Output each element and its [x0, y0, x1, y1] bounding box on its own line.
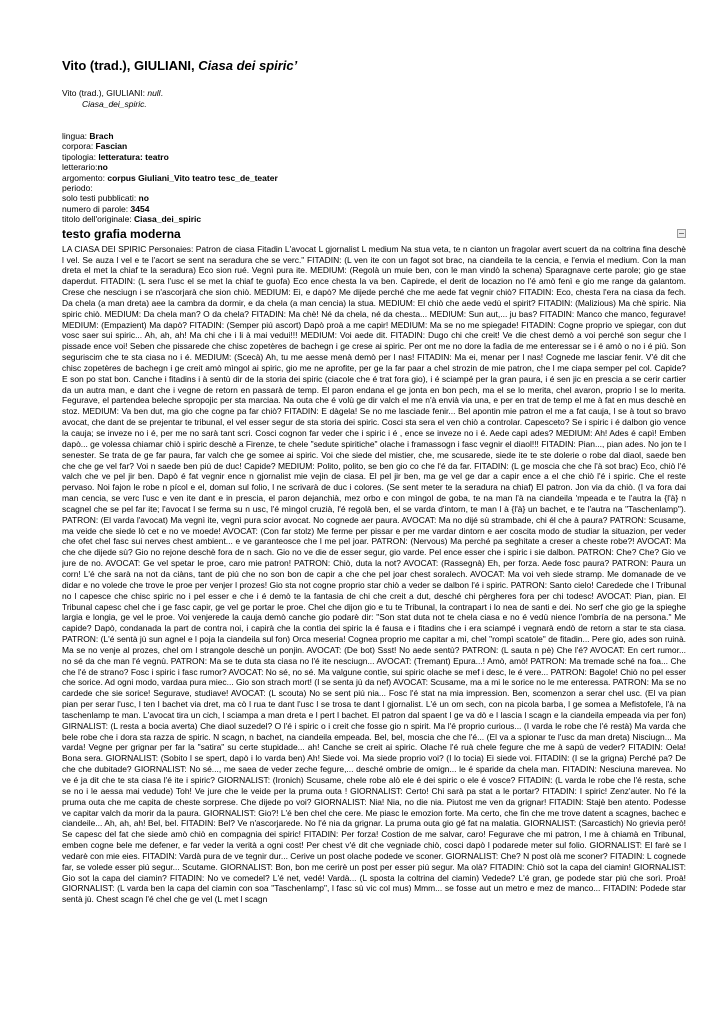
meta-value: Ciasa_dei_spiric — [134, 214, 202, 225]
meta-value: corpus Giuliani_Vito teatro tesc_de_teater — [107, 172, 278, 183]
citation — [62, 88, 686, 110]
citation-work: Ciasa_dei_spiric. — [82, 99, 147, 109]
meta-label: argomento: — [62, 172, 108, 183]
meta-numero-parole — [62, 204, 686, 214]
meta-value: 3454 — [130, 203, 150, 214]
citation-authors: Vito (trad.), GIULIANI: — [62, 88, 148, 98]
citation-period: . — [160, 88, 163, 98]
meta-value: Fascian — [95, 141, 128, 152]
meta-letterario — [62, 162, 686, 172]
meta-solo-testi — [62, 193, 686, 203]
text-body: LA CIASA DEI SPIRIC Personaies: Patron de ciasa Fitadin L'avocat L gjornalist L medium Na stua veta, te n cianton un fragolar avert scuert da na coltrina fina deschè l vel. Se auza l vel e te l'acort se sent na seradura che se verc." FITADIN: (L ven ite con un fagot sot brac, na ciandeila te la cencia, e l'envia el medium. Con la man dreta el met la chiaf te la seradura) Eco sion rué. Vegnì pura ite. MEDIUM: (Regolà un muie ben, con le man vindò la schena) Sparagnave certe parole; gio ge stae daperdut. FITADIN: (L sera l'usc el se met la chiaf te guofa) Eco ence chesta la va ben. Capirede, el derit de locazion no l'é amò fenì e gio me range da galantom. Crese che nesciugn i se n'ascorjarà che sion chiò. MEDIUM: Ei, e dapò? Me dijede perché che me aede fat vegnir chiò? FITADIN: Eco, chesta l'era na ciasa da fech. Da chela (a man dreta) aee la cambra da dormir, e da chela (a man cencia) la stua. MEDIUM: El chiò che aede vedù el spirit? FITADIN: (Malizious) Ma chè spiric. Nia spiric chiò. MEDIUM: Da chela man? O da chela? FITADIN: Ma chè! Né da chela, né da chesta... MEDIUM: Sun aut,... ju bas? FITADIN: Manco che manco, fegurave! MEDIUM: (Empazient) Ma dapò? FITADIN: (Semper piú ascort) Dapò proà a me capir! MEDIUM: Ma se no me spiegade! FITADIN: Cogne proprio ve spiegar, con dut vosc saer sui spiric... Ah, ah, ah! Ma chi che i li à mai vedui!!! MEDIUM: Voi aede dit. FITADIN: Dugo chi che creit! Ve die chest demò a voi perché son segur che l pissade ence voi! Seben che pissarede che chisc zopetères de bachegn i ge crese ai spiric. Per ont me no dore la fadìa de me enteressar se i é amò o no i é piú. Son seguriscim che te sta ciasa no i é. MEDIUM: (Scecà) Ah, tu me aesse menà demò per l nas! FITADIN: Ma ei, menar per l nas! Cognede me lasciar fenir. V'é dit che chisc zopetères de bachegn i ge creit amò mìngol ai spiric, gio me ne aprofite, per ge la far paar a chel strozin de mie patron, che l me ciapa semper pel col. Capide? E son po stat bon. Canche i fitadins i à sentù dir de la storia dei spiric (ciacole che é trat fora gio), i é sciampé per la gran paura, i é sen jic en prescia a se cerir cartier da un autra man, e dant che i vegne de retorn en passarà de temp. El paron endana el ge jonta en bon pech, ma el se lo merita, chel avaron, proprio l se lo merita. Fegurave, el partendea beleche spropojic per sta marciaa. Na outa che é volù ge dir valch el me n'à envià via una, e per en trat de temp el me à fat en mus deschè en stoz. MEDIUM: Va ben dut, ma gio che cogne pa far chiò? FITADIN: E dàgela! Se no me lasciade fenir... Bel apontin mie patron el me a fat cauja, l se à tout so bravo avocat, che dant de se prejentar te tribunal, el vel esser segur de sta storia dei spiric. Cosci sta sera el ven chiò a controlar. Capesceto? Se i spiric i é dalbon gio vence la cauja; se inveze no i é, per me no sarà tant scri. Cosci cognon far veder che i spiric i é , ence se inveze no i é. Aede capì ades? MEDIUM: Ah! Ades é capì! Emben dapò... ge volessa chiamar chiò i spiric deschè a Firenze, te chele "sedute spiritiche" olache i framassogn i fasc vegnir el diaol!!! FITADIN: Pian..., pian ades. No jon te l senester. Se trata de ge far paura, far valch che ge somee ai spiric. Voi che siede del mistier, che, me scusarede, siede ite te ste dolerie o robe dal diaol, saede ben che che ge vel far? Voi n saede ben piú de duc! Capide? MEDIUM: Polito, polito, se ben gio co che l'é da far. FITADIN: (L ge moscia che che l'à sot brac) Eco, chiò l'é valch che ve pel jir ben. Dapò é fat vegnir ence n gjornalist mie vejin de ciasa. El pel jir ben, ma ge vel ge dar a capir ence a el che chiò l'é i spiric. Che el reste pervaso. Noi fajon le robe n pícol e el, doman sul folio, l ne scrivarà de duc i colores. (Se sent meter te la seradura na chiaf) El patron. Jon via da chiò. (I va fora dai man cencia, se verc l'usc e ven ite dant e in prescia, el paron dejanchià, mez orbo e con mìngol de goba, te na man l'à na ciandeila 'mpeada e te l'autra la {l'à} n scagnel che se pel far ite; l'avocat l se ferma su n usc, l'é mìngol cruzià, l'é regolà ben, el se varda d'intorn, te man l à {l'à} un bachet, e te l'autra na "Taschenlamp"). PATRON: (El varda l'avocat) Ma vegnì ite, vegnì pura scior avocat. No cognede aer paura. AVOCAT: Ma no dijé sù strambade, chi él che à paura? PATRON: Scusame, ma veide che siede lò cet e no ve moede! AVOCAT: (Con far stolz) Me ferme per pissar e per me vardar dintorn e aer coscita modo de studiar la situazion, per veder che ofet chel fasc sui nerves chest ambient... e ve garanteosce che l me pel joar. PATRON: (Nervous) Ma perché pa seghitate a creser a cheste robe?! AVOCAT: Ma che che dijede sù? Gio no rejone deschè fora de n sach. Gio no ve die de esser segur, gio varde. Pel ence esser che i spiric i sie dalbon. PATRON: Che? Che? Gio ve jure de no. AVOCAT: Ge vel spetar le proe, caro mie patron! PATRON: Chiò, duta la not? AVOCAT: (Rassegnà) Eh, per forza. Aede fosc paura? PATRON: Paura un corn! L'é che sarà na not da ciàns, tant de piú che no son bon de capir a che che pel joar chest soralech. AVOCAT: Ma voi veh siede stramp. Me domanade de ve didar e no volede che trove le proe per venjer l prozes! Gio sta not cogne proprio star chiò a veder se dalbon l'é i spiric. PATRON: Santo cielo! Caredede che l Tribunal no l capesce che chisc spiric no i pel esser e che i é demò te la fantasia de chi che creit a dut, desché chi pèrgheres fora per chi todesc! AVOCAT: Pian, pian. El Tribunal capesc chel che i ge fasc capir, ge vel ge portar le proe. Chel che dijon gio e tu te Tribunal, la contrapart i lo nea de santi e dei. No serf che gio ge la spieghe largia e longia, ge vel le proe. Voi venjerede la cauja demò canche gio podarè dir: "Son stat duta not te chela ciasa e no é vedù nience l'ombría de na persona." Me capide? Dapò, condanada la part de contra noi, i capirà che la contìa dei spiric la é fausa e i fitadins che i era sciampé i vegnarà endò de retorn a star te sta ciasa. PATRON: (L'é sentà jù sun agnel e l poja la ciandeila sul fon) Orca meseria! Cognea proprio me capitar a mi, chel "rompì scatole" de fitadin... Pere gio, ades son ruinà. Ma se no venje al prozes, chel om l strangole deschè un ponjin. AVOCAT: (De bot) Ssst! No aede sentù? PATRON: (L sauta n pè) Che l'é? AVOCAT: En cert rumor... no sé da che man l'é vegnù. PATRON: Ma se te duta sta ciasa no l'é ite nesciugn... AVOCAT: (Tremant) Epura...! Amò, amò! PATRON: Ma tremade sché na foa... Che che l'é de strano? Fosc i spiric i fasc rumor? AVOCAT: No sé, no sé. Ma valgune contìe, sui spiric olache se mef i desc, le é vere... PATRON: Bagole! Chiò no pel esser che sorice. Ad ogni modo, vardaa pura miec... Gio son strach mort! (I se senta jù da nef) AVOCAT: Scusame, ma a mi le sorice no le me enteressa. PATRON: Ma se no cardede che sie sorice! Segurave, studiave! AVOCAT: (L scouta) No se sent piú nia... Fosc l'é stat na mia impression. Ben, scomenzon a serar chel usc. (El va pian pian per serar l'usc, l ten l bachet via dret, ma cò l rua te dant l'usc l se trosa te dant l gjornalist. L'é un om sech, con na picola barba, l ge somea a Mefistofele, l'à na taschenlamp te man. L'avocat tira un cich, l sciampa a man dreta e l pert l bachet. El patron dal spaent l ge va dò e l lascia l scagn e la ciandeila empeada via per fon) GIRNALIST: (L resta a bocia averta) Che diaol suzedel? O l'é i spiric o i creit che fosse gio n spirit. Ma l'é proprio curious... (I varda le robe che l'é restà) Ma varda che bele robe che i dora sta razza de spiric. N scagn, n bachet, na ciandeila empeada. Bel, bel, moscia che che l'é... (El va a spionar te l'usc da man dreta) Nisciugn... Ma varda! Vegne per grignar per far la "satira" su certe stupidade... ah! Canche se creit ai spiric. Olache l'é ruà chele fegure che me à sapù de veder? FITADIN: Oela! Bona sera. GIORNALIST: (Sobito l se spert, dapò i lo varda ben) Ah! Siede voi. Ma siede proprio voi? (I lo tocia) Ei siede voi. FITADIN: (I se la grigna) Perché pa? De che che dubitade? GIORNALIST: No sé..., me saea de veder zeche fegure,... desché ombrie de omign... le é sparide da chela man. FITADIN: Nesciuna marevea. No ve é ja dit che te sta ciasa l'é ite i spiric? GIORNALIST: (Ironich) Scusame, chele robe alò ele é dei spiric o ele é vosce? FITADIN: (L varda le robe che l'é resta, sche se no i le aessa mai vedude) Toh! Ve jure che le veide per la pruma outa ! GIORNALIST: Certo! Chi sarà pa stat a le portar? FITADIN: I spiric! Zenz'auter. No l'é la pruma outa che me capita de cheste sorprese. Che dijede po voi? GIORNALIST: Nia! Nia, no die nia. Piutost me ven da grignar! FITADIN: Stajè ben atento. Podesse ve capitar valch da morir da la paura. GIORNALIST: Gio?! L'é ben chel che cere. Me piasc le emozion forte. Ma certo, che fin che me trove datent a scagnes, bachec e ciandeile... Ah, ah, ah! Bel, bel. FITADIN: Bel? Ve n'ascorjarede. No l'é nia da grignar. La pruma outa gio gé fat na malatia. GIORNALIST: (Sarcastich) No grievia però! Se capesc del fat che siede amò chiò en compagnia dei spiric! FITADIN: Per forza! Costion de me salvar, caro! Fegurave che mi patron, l me à chiamà en Tribunal, emben cogne bele me defener, e far veder la verità a ogni cost! Per chest v'é dit che vegniade chiò, cosci dapò l podarede meter sul folio. GIORNALIST: El farè se l vedarè con mie eies. FITADIN: Vardà pura de ve tegnir dur... Cerive un post olache podede ve sconer. GIORNALIST: Che? N post olà me sconer? FITADIN: L cognede far, se volede esser piú segur... Scutame. GIORNALIST: Bon, bon me cerirè un post per esser piú segur. Ma olà? FITADIN: Chiò sot la capa del ciamin! GIORNALIST: Gio sot la capa del ciamin? FITADIN: No ve comedel? L'é net, vedé! Vardà... (L sposta la coltrina del ciamin) Vedede? L'é gran, ge podede star piú che sorì. Proà! GIORNALIST: (L varda ben la capa del ciamin con soa "Taschenlamp", l fasc sù vic col mus) Mmm... se fosse aut un metro e mez de manco... FITADIN: Podede star sentà jù. Chest scagn l'é chel che ge vel (L met l scagn — [62, 243, 686, 905]
title-authors: Vito (trad.), GIULIANI, — [62, 58, 199, 73]
meta-label: numero di parole: — [62, 203, 131, 214]
meta-value: no — [97, 162, 108, 173]
meta-corpora — [62, 141, 686, 151]
meta-titolo — [62, 214, 686, 224]
metadata-list — [62, 131, 686, 225]
document-page — [62, 58, 686, 962]
title-work: Ciasa dei spiric’ — [198, 58, 298, 73]
meta-tipologia — [62, 152, 686, 162]
meta-value: letteratura: teatro — [98, 151, 169, 162]
section-header — [62, 226, 686, 242]
meta-label: lingua: — [62, 131, 90, 141]
meta-lingua — [62, 131, 686, 141]
meta-value: Brach — [89, 131, 114, 141]
section-heading: testo grafia moderna — [62, 226, 181, 241]
meta-label: corpora: — [62, 141, 96, 152]
page-title — [62, 58, 686, 74]
meta-label: titolo dell'originale: — [62, 214, 135, 225]
meta-value: no — [138, 193, 149, 204]
meta-label: periodo: — [62, 183, 93, 194]
citation-line — [62, 88, 686, 99]
meta-label: tipologia: — [62, 151, 99, 162]
meta-argomento — [62, 173, 686, 183]
citation-source: null — [147, 88, 161, 98]
meta-label: solo testi pubblicati: — [62, 193, 139, 204]
collapse-icon[interactable] — [677, 229, 686, 238]
meta-label: letterario: — [62, 162, 98, 173]
meta-periodo — [62, 183, 686, 193]
